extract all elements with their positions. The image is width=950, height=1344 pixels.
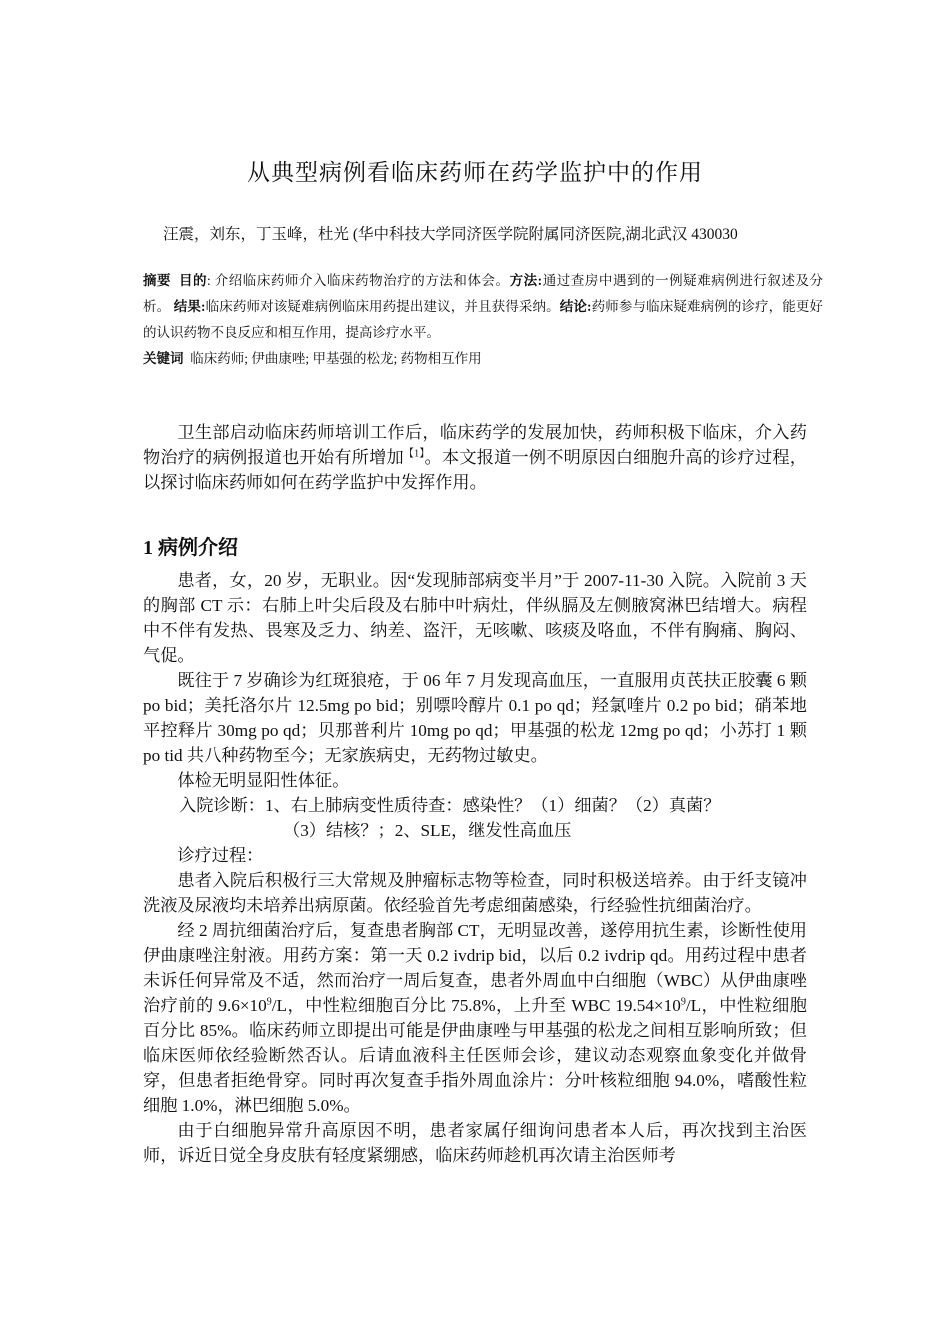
keywords-text: 临床药师; 伊曲康唑; 甲基强的松龙; 药物相互作用: [190, 351, 482, 366]
abstract-label: 摘要: [143, 273, 172, 288]
treatment-text-b: /L，中性粒细胞百分比 75.8%，上升至 WBC 19.54×10: [271, 996, 681, 1015]
treatment-text-c: /L，中性粒细胞百分比 85%。临床药师立即提出可能是伊曲康唑与甲基强的松龙之间相互影响所致；但临床医师依经验断然否认。后请血液科主任医师会诊，建议动态观察血象变化并做骨穿，但患者拒绝骨穿。同时再次复查手指外周血涂片：分叶核粒细胞 94.0%，嗜酸性粒细胞 1.0%，淋巴细胞 5.0%。: [143, 996, 807, 1115]
objective-text: : 介绍临床药师介入临床药物治疗的方法和体会。: [207, 273, 510, 288]
method-label: 方法:: [509, 273, 543, 288]
keywords-paragraph: [143, 346, 823, 372]
result-text: 临床药师对该疑难病例临床用药提出建议，并且获得采纳。: [205, 299, 560, 314]
intro-text-before-ref: 卫生部启动临床药师培训工作后，临床药学的发展加快，药师积极下临床，介入药物治疗的病例报道也开始有所增加: [143, 423, 807, 467]
intro-section: [143, 420, 807, 495]
superscript-exponent: 9: [680, 996, 686, 1008]
method-text: 通过查房中遇到的一例疑难病例进行叙述及分析。: [143, 273, 824, 314]
case-paragraph-followup: 由于白细胞异常升高原因不明，患者家属仔细询问患者本人后，再次找到主治医师，诉近日觉全身皮肤有轻度紧绷感，临床药师趁机再次请主治医师考: [143, 1121, 807, 1165]
case-paragraph-exam: 体检无明显阳性体征。: [177, 771, 350, 790]
result-label: 结果:: [173, 299, 206, 314]
case-paragraph-workup: 患者入院后积极行三大常规及肿瘤标志物等检查，同时积极送培养。由于纤支镜冲洗液及尿液均未培养出病原菌。依经验首先考虑细菌感染，行经验性抗细菌治疗。: [143, 871, 807, 915]
objective-label: 目的: [178, 273, 208, 288]
diagnosis-line-1: 入院诊断：1、右上肺病变性质待查：感染性？（1）细菌？（2）真菌？: [179, 796, 721, 815]
diagnosis-line-2: （3）结核？；2、SLE，继发性高血压: [283, 821, 572, 840]
reference-marker: 【1】: [403, 448, 425, 460]
keywords-label: 关键词: [143, 351, 184, 366]
intro-text-after-ref: 。本文报道一例不明原因白细胞升高的诊疗过程，以探讨临床药师如何在药学监护中发挥作用。: [143, 448, 807, 492]
case-paragraph-process-label: 诊疗过程：: [177, 846, 264, 865]
case-paragraph-admission: 患者，女，20 岁，无职业。因“发现肺部病变半月”于 2007-11-30 入院。入院前 3 天的胸部 CT 示：右肺上叶尖后段及右肺中叶病灶，伴纵膈及左侧腋窝淋巴结增大。病程中不伴有发热、畏寒及乏力、纳差、盗汗，无咳嗽、咳痰及咯血，不伴有胸痛、胸闷、气促。: [143, 571, 807, 665]
conclusion-label: 结论:: [559, 299, 592, 314]
intro-paragraph: [143, 420, 807, 495]
case-paragraph-treatment: [143, 918, 807, 1118]
case-paragraph-history: 既往于 7 岁确诊为红斑狼疮，于 06 年 7 月发现高血压，一直服用贞芪扶正胶囊 6 颗 po bid；美托洛尔片 12.5mg po bid；别嘌呤醇片 0.1 po qd；羟氯喹片 0.2 po bid；硝苯地平控释片 30mg po qd；贝那普利片 10mg po qd；甲基强的松龙 12mg po qd；小苏打 1 颗 po tid 共八种药物至今；无家族病史，无药物过敏史。: [143, 671, 807, 765]
abstract-paragraph: [143, 268, 823, 346]
case-section: [143, 568, 807, 1168]
conclusion-text: 药师参与临床疑难病例的诊疗，能更好的认识药物不良反应和相互作用，提高诊疗水平。: [143, 299, 824, 340]
superscript-exponent: 9: [266, 996, 272, 1008]
treatment-text-a: 经 2 周抗细菌治疗后，复查患者胸部 CT，无明显改善，遂停用抗生素，诊断性使用伊曲康唑注射液。用药方案：第一天 0.2 ivdrip bid，以后 0.2 ivdrip qd。用药过程中患者未诉任何异常及不适，然而治疗一周后复查，患者外周血中白细胞（WBC）从伊曲康唑治疗前的 9.6×10: [143, 921, 807, 1015]
abstract-block: [143, 268, 823, 372]
document-title: 从典型病例看临床药师在药学监护中的作用: [247, 160, 703, 186]
author-line: 汪震，刘东，丁玉峰，杜光 (华中科技大学同济医学院附属同济医院,湖北武汉 430030: [163, 226, 738, 243]
section-heading: 1 病例介绍: [143, 537, 238, 559]
